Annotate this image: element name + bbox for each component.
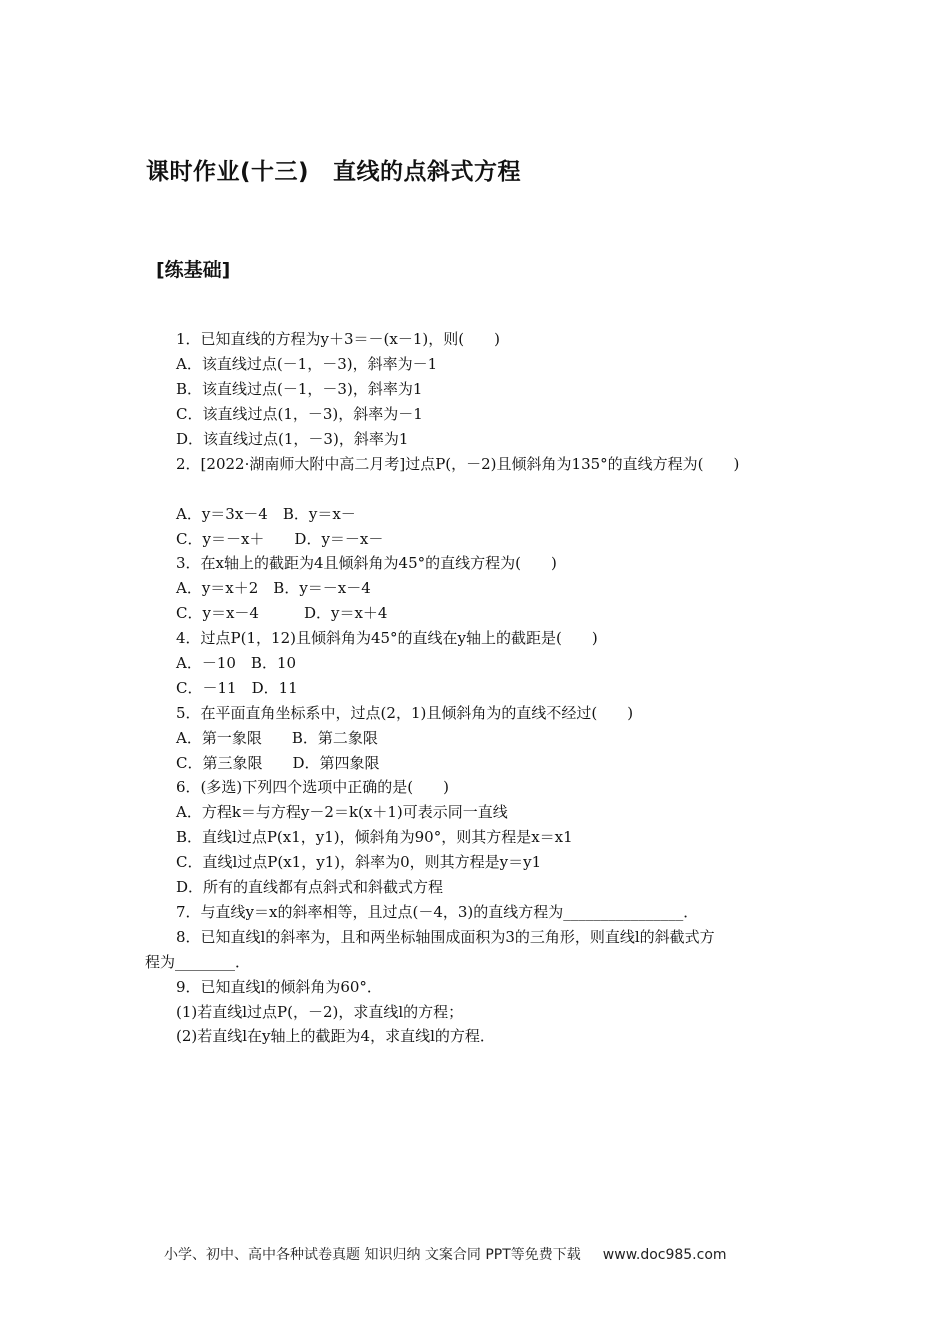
q4-options-ab: A．－10 B．10 bbox=[176, 654, 297, 672]
q1-option-a: A．该直线过点(－1，－3)，斜率为－1 bbox=[176, 355, 438, 373]
q6-option-c: C．直线l过点P(x1，y1)，斜率为0，则其方程是y＝y1 bbox=[176, 853, 542, 871]
q1-option-c: C．该直线过点(1，－3)，斜率为－1 bbox=[176, 405, 423, 423]
q2-stem: 2．[2022·湖南师大附中高二月考]过点P(，－2)且倾斜角为135°的直线方程为( ) bbox=[176, 455, 740, 473]
q9-part-1: (1)若直线l过点P(，－2)，求直线l的方程； bbox=[176, 1003, 464, 1021]
q9-part-2: (2)若直线l在y轴上的截距为4，求直线l的方程． bbox=[176, 1027, 495, 1045]
q6-option-a: A．方程k＝与方程y－2＝k(x＋1)可表示同一直线 bbox=[176, 803, 508, 821]
q8-stem: 8．已知直线l的斜率为，且和两坐标轴围成面积为3的三角形，则直线l的斜截式方 bbox=[176, 928, 715, 946]
q6-stem: 6．(多选)下列四个选项中正确的是( ) bbox=[176, 778, 449, 796]
q6-option-d: D．所有的直线都有点斜式和斜截式方程 bbox=[176, 878, 444, 896]
q1-option-b: B．该直线过点(－1，－3)，斜率为1 bbox=[176, 380, 423, 398]
q4-stem: 4．过点P(1，12)且倾斜角为45°的直线在y轴上的截距是( ) bbox=[176, 629, 598, 647]
q2-options-ab: A．y＝3x－4 B．y＝x－ bbox=[176, 505, 356, 523]
q9-stem: 9．已知直线l的倾斜角为60°． bbox=[176, 978, 382, 996]
title-topic: 直线的点斜式方程 bbox=[333, 159, 522, 185]
q3-options-cd: C．y＝x－4 D．y＝x＋4 bbox=[176, 604, 388, 622]
q3-options-ab: A．y＝x＋2 B．y＝－x－4 bbox=[176, 579, 371, 597]
q2-options-cd: C．y＝－x＋ D．y＝－x－ bbox=[176, 530, 384, 548]
q5-options-ab: A．第一象限 B．第二象限 bbox=[176, 729, 378, 747]
footer-url: www.doc985.com bbox=[602, 1247, 727, 1263]
footer bbox=[164, 1244, 727, 1264]
q4-options-cd: C．－11 D．11 bbox=[176, 679, 298, 697]
q3-stem: 3．在x轴上的截距为4且倾斜角为45°的直线方程为( ) bbox=[176, 554, 557, 572]
section-heading: [练基础] bbox=[156, 259, 231, 281]
footer-text: 小学、初中、高中各种试卷真题 知识归纳 文案合同 PPT等免费下载 bbox=[164, 1247, 581, 1263]
q5-stem: 5．在平面直角坐标系中，过点(2，1)且倾斜角为的直线不经过( ) bbox=[176, 704, 634, 722]
q7-stem: 7．与直线y＝x的斜率相等，且过点(－4，3)的直线方程为________________． bbox=[176, 903, 699, 921]
q8-stem-continued: 程为________． bbox=[145, 953, 251, 971]
q6-option-b: B．直线l过点P(x1，y1)，倾斜角为90°，则其方程是x＝x1 bbox=[176, 828, 573, 846]
q5-options-cd: C．第三象限 D．第四象限 bbox=[176, 754, 380, 772]
q1-option-d: D．该直线过点(1，－3)，斜率为1 bbox=[176, 430, 409, 448]
title-series: 课时作业(十三) bbox=[146, 159, 310, 185]
q1-stem: 1．已知直线的方程为y＋3＝－(x－1)，则( ) bbox=[176, 330, 500, 348]
